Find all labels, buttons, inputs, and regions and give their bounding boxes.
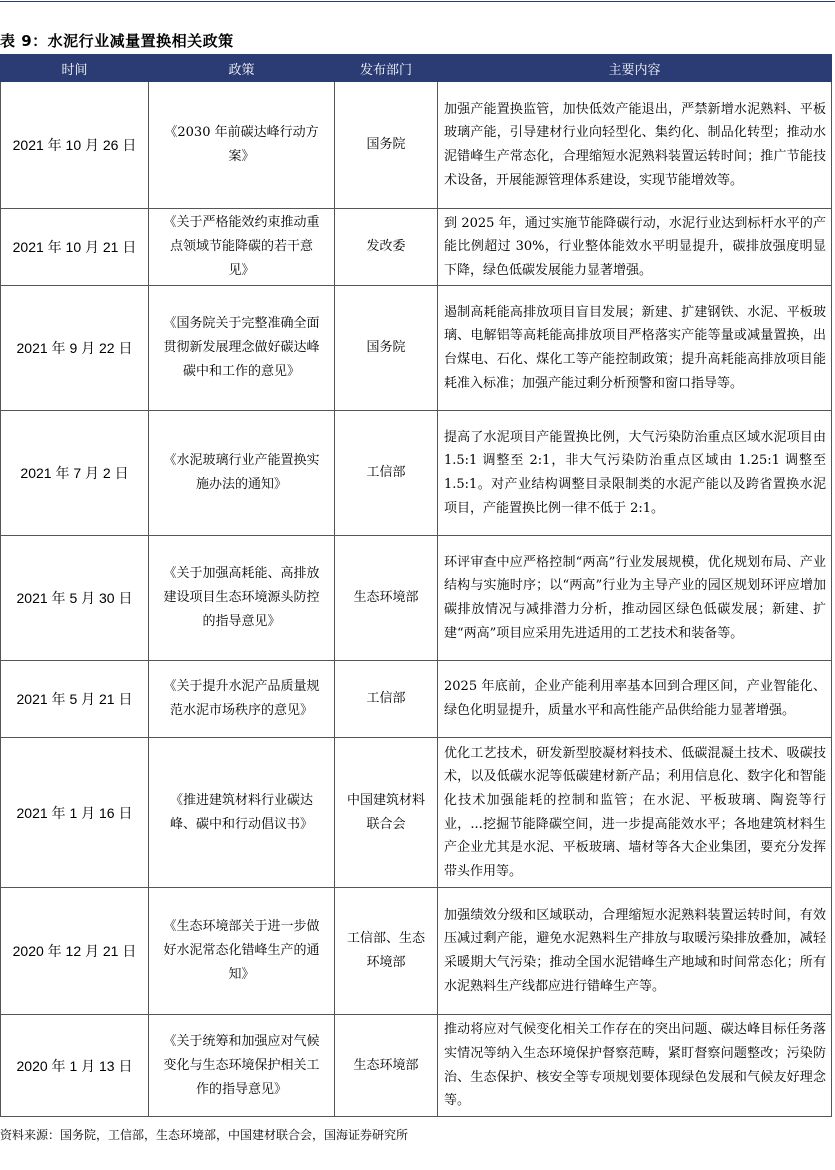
table-row bbox=[1, 411, 832, 536]
top-rule bbox=[0, 1, 835, 2]
row-time: 2021 年 5 月 30 日 bbox=[1, 536, 149, 661]
row-content: 推动将应对气候变化相关工作存在的突出问题、碳达峰目标任务落实情况等纳入生态环境保护督察范畴，紧盯督察问题整改；污染防治、生态保护、核安全等专项规划要体现绿色发展和气候友好理念等。 bbox=[438, 1015, 832, 1117]
table-row bbox=[1, 1015, 832, 1117]
table-row bbox=[1, 661, 832, 738]
row-policy: 《关于严格能效约束推动重点领域节能降碳的若干意见》 bbox=[149, 209, 335, 286]
header-time: 时间 bbox=[1, 55, 149, 82]
row-policy: 《国务院关于完整准确全面贯彻新发展理念做好碳达峰碳中和工作的意见》 bbox=[149, 286, 335, 411]
row-policy: 《水泥玻璃行业产能置换实施办法的通知》 bbox=[149, 411, 335, 536]
table-caption: 表 9：水泥行业减量置换相关政策 bbox=[0, 32, 234, 50]
row-content: 环评审查中应严格控制“两高”行业发展规模，优化规划布局、产业结构与实施时序；以“两高”行业为主导产业的园区规划环评应增加碳排放情况与减排潜力分析，推动园区绿色低碳发展；新建、扩建“两高”项目应采用先进适用的工艺技术和装备等。 bbox=[438, 536, 832, 661]
table-row bbox=[1, 286, 832, 411]
row-time: 2020 年 1 月 13 日 bbox=[1, 1015, 149, 1117]
header-dept: 发布部门 bbox=[335, 55, 438, 82]
row-dept: 发改委 bbox=[335, 209, 438, 286]
row-policy: 《推进建筑材料行业碳达峰、碳中和行动倡议书》 bbox=[149, 738, 335, 888]
table-header-row bbox=[1, 55, 832, 82]
row-content: 加强产能置换监管，加快低效产能退出，严禁新增水泥熟料、平板玻璃产能，引导建材行业向轻型化、集约化、制品化转型；推动水泥错峰生产常态化，合理缩短水泥熟料装置运转时间；推广节能技术设备，开展能源管理体系建设，实现节能增效等。 bbox=[438, 82, 832, 209]
table-row bbox=[1, 738, 832, 888]
row-time: 2021 年 1 月 16 日 bbox=[1, 738, 149, 888]
row-dept: 生态环境部 bbox=[335, 1015, 438, 1117]
row-time: 2020 年 12 月 21 日 bbox=[1, 888, 149, 1015]
policy-table bbox=[0, 54, 832, 1117]
row-content: 2025 年底前，企业产能利用率基本回到合理区间，产业智能化、绿色化明显提升，质量水平和高性能产品供给能力显著增强。 bbox=[438, 661, 832, 738]
row-content: 提高了水泥项目产能置换比例，大气污染防治重点区域水泥项目由 1.5:1 调整至 2:1，非大气污染防治重点区域由 1.25:1 调整至 1.5:1。对产业结构调整目录限制类的水泥产能以及跨省置换水泥项目，产能置换比例一律不低于 2:1。 bbox=[438, 411, 832, 536]
row-content: 到 2025 年，通过实施节能降碳行动，水泥行业达到标杆水平的产能比例超过 30%，行业整体能效水平明显提升，碳排放强度明显下降，绿色低碳发展能力显著增强。 bbox=[438, 209, 832, 286]
row-dept: 工信部、生态环境部 bbox=[335, 888, 438, 1015]
header-content: 主要内容 bbox=[438, 55, 832, 82]
row-dept: 工信部 bbox=[335, 411, 438, 536]
row-time: 2021 年 9 月 22 日 bbox=[1, 286, 149, 411]
table-row bbox=[1, 888, 832, 1015]
row-policy: 《关于加强高耗能、高排放建设项目生态环境源头防控的指导意见》 bbox=[149, 536, 335, 661]
row-time: 2021 年 10 月 26 日 bbox=[1, 82, 149, 209]
row-dept: 国务院 bbox=[335, 286, 438, 411]
row-content: 加强绩效分级和区域联动，合理缩短水泥熟料装置运转时间，有效压减过剩产能，避免水泥熟料生产排放与取暖污染排放叠加，减轻采暖期大气污染；推动全国水泥错峰生产地域和时间常态化；所有水泥熟料生产线都应进行错峰生产等。 bbox=[438, 888, 832, 1015]
table-row bbox=[1, 536, 832, 661]
row-policy: 《2030 年前碳达峰行动方案》 bbox=[149, 82, 335, 209]
row-policy: 《关于提升水泥产品质量规范水泥市场秩序的意见》 bbox=[149, 661, 335, 738]
row-content: 遏制高耗能高排放项目盲目发展；新建、扩建钢铁、水泥、平板玻璃、电解铝等高耗能高排放项目严格落实产能等量或减量置换，出台煤电、石化、煤化工等产能控制政策；提升高耗能高排放项目能耗准入标准；加强产能过剩分析预警和窗口指导等。 bbox=[438, 286, 832, 411]
row-time: 2021 年 5 月 21 日 bbox=[1, 661, 149, 738]
row-content: 优化工艺技术，研发新型胶凝材料技术、低碳混凝土技术、吸碳技术，以及低碳水泥等低碳建材新产品；利用信息化、数字化和智能化技术加强能耗的控制和监管；在水泥、平板玻璃、陶瓷等行业，...挖掘节能降碳空间，进一步提高能效水平；各地建筑材料生产企业尤其是水泥、平板玻璃、墙材等各大企业集团，要充分发挥带头作用等。 bbox=[438, 738, 832, 888]
row-policy: 《关于统筹和加强应对气候变化与生态环境保护相关工作的指导意见》 bbox=[149, 1015, 335, 1117]
row-time: 2021 年 7 月 2 日 bbox=[1, 411, 149, 536]
row-dept: 中国建筑材料联合会 bbox=[335, 738, 438, 888]
row-dept: 生态环境部 bbox=[335, 536, 438, 661]
table-row bbox=[1, 209, 832, 286]
table-row bbox=[1, 82, 832, 209]
header-policy: 政策 bbox=[149, 55, 335, 82]
row-policy: 《生态环境部关于进一步做好水泥常态化错峰生产的通知》 bbox=[149, 888, 335, 1015]
row-dept: 工信部 bbox=[335, 661, 438, 738]
source-note: 资料来源：国务院，工信部，生态环境部，中国建材联合会，国海证券研究所 bbox=[0, 1128, 409, 1142]
row-time: 2021 年 10 月 21 日 bbox=[1, 209, 149, 286]
row-dept: 国务院 bbox=[335, 82, 438, 209]
